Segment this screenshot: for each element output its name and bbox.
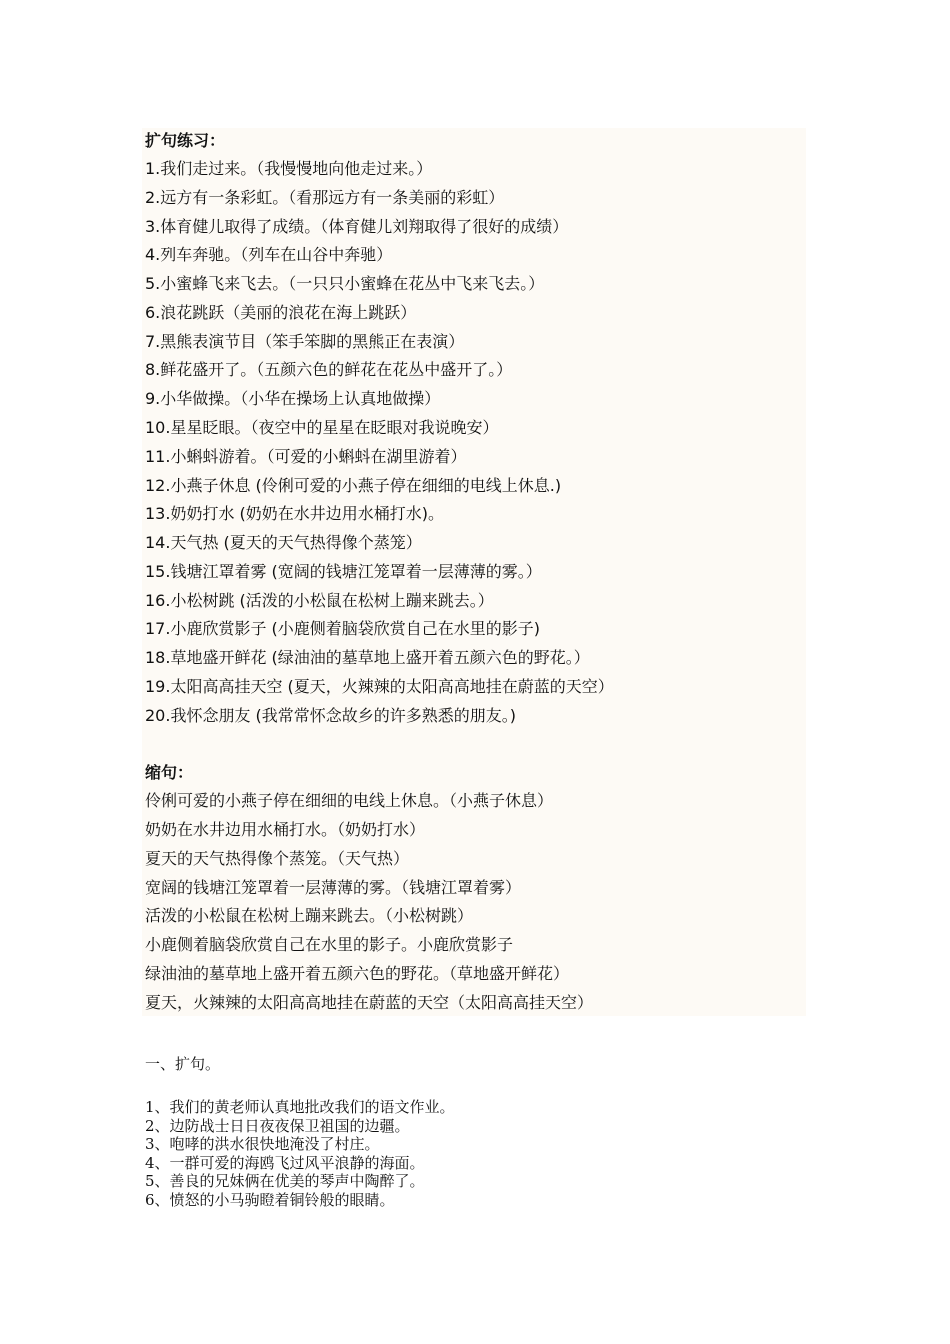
exercise-item-3: 3、咆哮的洪水很快地淹没了村庄。 — [145, 1135, 380, 1154]
expand-item-16: 16.小松树跳 (活泼的小松鼠在松树上蹦来跳去。） — [145, 591, 494, 610]
expand-item-6: 6.浪花跳跃（美丽的浪花在海上跳跃） — [145, 303, 417, 322]
expand-item-12: 12.小燕子休息 (伶俐可爱的小燕子停在细细的电线上休息.) — [145, 476, 562, 495]
exercise-list — [145, 1098, 455, 1210]
expand-item-2: 2.远方有一条彩虹。（看那远方有一条美丽的彩虹） — [145, 188, 505, 207]
expand-section-title: 扩句练习： — [145, 131, 226, 150]
shorten-item-2: 奶奶在水井边用水桶打水。（奶奶打水） — [145, 820, 426, 839]
expand-item-20: 20.我怀念朋友 (我常常怀念故乡的许多熟悉的朋友。) — [145, 706, 517, 725]
expand-item-18: 18.草地盛开鲜花 (绿油油的墓草地上盛开着五颜六色的野花。） — [145, 648, 590, 667]
expand-item-14: 14.天气热 (夏天的天气热得像个蒸笼） — [145, 533, 422, 552]
expand-item-15: 15.钱塘江罩着雾 (宽阔的钱塘江笼罩着一层薄薄的雾。） — [145, 562, 542, 581]
expand-item-9: 9.小华做操。（小华在操场上认真地做操） — [145, 389, 441, 408]
shorten-item-1: 伶俐可爱的小燕子停在细细的电线上休息。（小燕子休息） — [145, 791, 554, 810]
expand-item-8: 8.鲜花盛开了。（五颜六色的鲜花在花丛中盛开了。） — [145, 360, 513, 379]
exercise-item-2: 2、边防战士日日夜夜保卫祖国的边疆。 — [145, 1116, 410, 1135]
shorten-item-8: 夏天，火辣辣的太阳高高地挂在蔚蓝的天空（太阳高高挂天空） — [145, 993, 594, 1012]
expand-item-17: 17.小鹿欣赏影子 (小鹿侧着脑袋欣赏自己在水里的影子) — [145, 619, 541, 638]
expand-item-19: 19.太阳高高挂天空 (夏天，火辣辣的太阳高高地挂在蔚蓝的天空） — [145, 677, 614, 696]
shorten-item-7: 绿油油的墓草地上盛开着五颜六色的野花。（草地盛开鲜花） — [145, 964, 570, 983]
expand-item-4: 4.列车奔驰。（列车在山谷中奔驰） — [145, 245, 393, 264]
expand-item-10: 10.星星眨眼。（夜空中的星星在眨眼对我说晚安） — [145, 418, 499, 437]
expand-item-7: 7.黑熊表演节目（笨手笨脚的黑熊正在表演） — [145, 332, 465, 351]
exercise-section-title: 一、扩句。 — [145, 1055, 221, 1073]
exercise-item-4: 4、一群可爱的海鸥飞过风平浪静的海面。 — [145, 1153, 425, 1172]
exercise-item-6: 6、愤怒的小马驹瞪着铜铃般的眼睛。 — [145, 1190, 395, 1209]
shorten-item-3: 夏天的天气热得像个蒸笼。（天气热） — [145, 849, 410, 868]
expand-item-13: 13.奶奶打水 (奶奶在水井边用水桶打水)。 — [145, 504, 445, 523]
shorten-item-6: 小鹿侧着脑袋欣赏自己在水里的影子。小鹿欣赏影子 — [145, 935, 514, 954]
expand-item-5: 5.小蜜蜂飞来飞去。（一只只小蜜蜂在花丛中飞来飞去。） — [145, 274, 545, 293]
shorten-section-title: 缩句： — [145, 763, 194, 782]
exercise-item-5: 5、善良的兄妹俩在优美的琴声中陶醉了。 — [145, 1172, 425, 1191]
shorten-item-4: 宽阔的钱塘江笼罩着一层薄薄的雾。（钱塘江罩着雾） — [145, 878, 522, 897]
expand-item-11: 11.小蝌蚪游着。（可爱的小蝌蚪在湖里游着） — [145, 447, 467, 466]
expand-item-3: 3.体育健儿取得了成绩。（体育健儿刘翔取得了很好的成绩） — [145, 217, 569, 236]
expand-item-1: 1.我们走过来。（我慢慢地向他走过来。） — [145, 159, 433, 178]
shorten-item-5: 活泼的小松鼠在松树上蹦来跳去。（小松树跳） — [145, 906, 474, 925]
exercise-item-1: 1、我们的黄老师认真地批改我们的语文作业。 — [145, 1098, 455, 1116]
